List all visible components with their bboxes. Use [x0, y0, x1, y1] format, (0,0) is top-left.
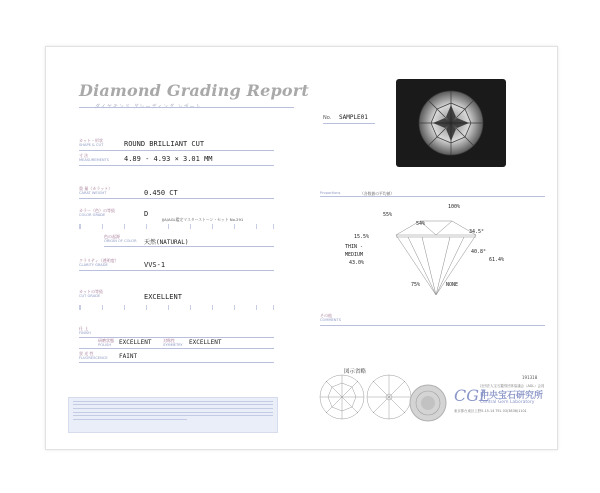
cgl-logo-icon: CGL	[454, 386, 490, 405]
disclaimer-box	[68, 397, 278, 433]
measurements-label-en: MEASUREMENTS	[79, 158, 110, 162]
table-pct: 55%	[383, 212, 393, 218]
carat-value: 0.450 CT	[144, 189, 178, 197]
color-label-en: COLOR GRADE	[79, 213, 106, 217]
serial-number: 191318	[522, 375, 538, 380]
title-rule	[79, 107, 294, 108]
carat-rule	[79, 198, 274, 199]
shape-rule	[79, 150, 274, 151]
diamond-photo	[396, 79, 506, 167]
origin-value: 天然(NATURAL)	[144, 239, 189, 246]
clarity-value: VVS-1	[144, 261, 166, 269]
polish-label-en: POLISH	[98, 343, 112, 347]
cut-value: EXCELLENT	[144, 293, 182, 301]
grading-report-sheet	[45, 46, 558, 450]
sample-number: SAMPLE01	[339, 114, 368, 121]
total-width: 100%	[448, 204, 461, 210]
clarity-label-jp: クラリティ（透明度）	[79, 258, 119, 263]
lab-address: 東京都台東区上野5-15-14 TEL 03(3836)1101	[454, 409, 527, 413]
symmetry-label-jp: 対称性	[163, 338, 175, 343]
carat-label-en: CARAT WEIGHT	[79, 191, 107, 195]
proportions-label-jp: （各数値の平均値）	[360, 191, 395, 196]
clarity-label-en: CLARITY GRADE	[79, 263, 108, 267]
proportions-label: Proportions	[320, 191, 341, 195]
color-scale-ticks	[79, 224, 274, 229]
polish-label-jp: 研磨状態	[98, 338, 114, 343]
crown-angle: 34.5°	[469, 229, 485, 235]
comments-label-jp: その他	[320, 313, 332, 318]
origin-label-jp: 色の起源	[104, 234, 120, 239]
measurements-value: 4.89 - 4.93 × 3.01 MM	[124, 155, 213, 163]
color-master-note: JJA/AGL鑑定マスターストーン・セット No.291	[162, 217, 244, 222]
lower-half: 75%	[411, 282, 421, 288]
symmetry-label-en: SYMMETRY	[163, 343, 183, 347]
origin-label-en: ORIGIN OF COLOR	[104, 239, 137, 243]
fluorescence-label-en: FLUORESCENCE	[79, 356, 108, 360]
comments-label-en: COMMENTS	[320, 318, 341, 322]
measurements-rule	[79, 165, 274, 166]
color-value: D	[144, 210, 149, 218]
cut-label-jp: カットの等級	[79, 289, 103, 294]
pavilion-depth: 43.0%	[349, 260, 365, 266]
shape-label-en: SHAPE & CUT	[79, 143, 104, 147]
pavilion-angle: 40.8°	[471, 249, 487, 255]
cut-label-en: CUT GRADE	[79, 294, 101, 298]
sample-rule	[323, 123, 375, 124]
polish-value: EXCELLENT	[119, 339, 152, 346]
star-pct: 54%	[416, 221, 426, 227]
lab-seal-icon	[408, 383, 448, 423]
cut-scale-ticks	[79, 305, 274, 310]
finish-label-en: FINISH	[79, 331, 91, 335]
measurements-label-jp: 寸 法	[79, 153, 89, 158]
report-subtitle: ダイヤモンド グレーディング レポート	[95, 104, 202, 110]
fluorescence-value: FAINT	[119, 353, 138, 360]
total-depth: 61.4%	[489, 257, 505, 263]
lab-cert-line: 社団法人宝石鑑別団体協議会（AGL）会員	[480, 384, 545, 388]
culet: NONE	[446, 282, 459, 288]
shape-label-jp: カット・形状	[79, 138, 103, 143]
fluorescence-rule	[79, 362, 274, 363]
crown-plot-icon	[316, 373, 368, 421]
proportions-rule	[320, 196, 545, 197]
origin-rule	[104, 246, 274, 247]
girdle-thin: THIN -	[345, 244, 364, 250]
girdle-medium: MEDIUM	[345, 252, 364, 258]
carat-label-jp: 重 量（カラット）	[79, 186, 113, 191]
polish-rule	[79, 348, 274, 349]
color-label-jp: カラー（色）の等級	[79, 208, 115, 213]
report-title: Diamond Grading Report	[79, 81, 309, 100]
symmetry-value: EXCELLENT	[189, 339, 222, 346]
shape-value: ROUND BRILLIANT CUT	[124, 140, 205, 148]
lab-name-jp: 中央宝石研究所	[480, 391, 544, 401]
sample-prefix: No.	[323, 115, 332, 121]
finish-label-jp: 仕 上	[79, 326, 89, 331]
illustration-title: 図示省略	[344, 369, 367, 375]
crown-height: 15.5%	[354, 234, 370, 240]
fluorescence-label-jp: 蛍 光 性	[79, 351, 94, 356]
clarity-rule	[79, 270, 274, 271]
lab-name-en: Central Gem Laboratory	[480, 400, 535, 405]
comments-rule	[320, 325, 545, 326]
